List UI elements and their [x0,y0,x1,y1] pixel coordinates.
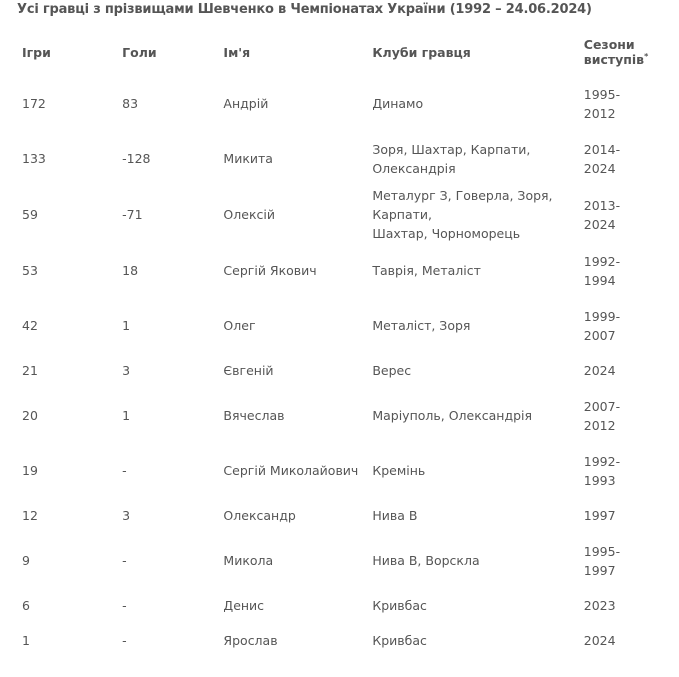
table-row [14,298,679,353]
header-seasons-line1: Сезони [583,37,635,52]
cell-clubs: Металург З, Говерла, Зоря, Карпати, Шахтар, Чорноморець [372,188,553,241]
cell-games: 59 [22,207,38,222]
cell-goals: 3 [122,363,131,378]
table-row [14,533,679,588]
table-row [14,131,679,186]
table-row [14,623,679,658]
cell-clubs: Маріуполь, Олександрія [372,408,533,423]
table-row [14,388,679,443]
cell-games: 42 [22,318,38,333]
cell-games: 1 [22,633,30,648]
cell-games: 12 [22,508,38,523]
cell-name: Сергій Якович [223,263,317,278]
cell-games: 19 [22,463,38,478]
cell-name: Євгеній [223,363,274,378]
table-title: Усі гравці з прізвищами Шевченко в Чемпіонатах України (1992 – 24.06.2024) [17,2,592,17]
header-goals[interactable]: Голи [122,44,157,60]
table-body [14,76,679,658]
cell-seasons: 2013- 2024 [583,197,621,232]
cell-seasons: 2014- 2024 [583,141,621,176]
cell-goals: 1 [122,408,131,423]
cell-clubs: Металіст, Зоря [372,318,471,333]
cell-name: Олександр [223,508,296,523]
cell-goals: - [122,598,127,613]
table-header-row [14,28,679,76]
cell-seasons: 1999- 2007 [583,308,621,343]
cell-name: Микита [223,151,273,166]
cell-games: 53 [22,263,38,278]
header-seasons-line2: виступів [583,52,645,67]
footnote-marker: * [644,51,649,61]
table-row [14,498,679,533]
cell-name: Олексій [223,207,275,222]
cell-goals: - [122,553,127,568]
cell-games: 6 [22,598,30,613]
cell-goals: 3 [122,508,131,523]
cell-goals: 18 [122,263,139,278]
cell-clubs: Кремінь [372,463,426,478]
table-row [14,588,679,623]
cell-clubs: Кривбас [372,598,427,613]
cell-seasons: 1997 [583,508,616,523]
cell-games: 9 [22,553,30,568]
cell-clubs: Верес [372,363,412,378]
cell-goals: 1 [122,318,131,333]
header-name[interactable]: Ім'я [223,44,251,60]
cell-clubs: Динамо [372,96,424,111]
header-games[interactable]: Ігри [22,44,51,60]
cell-name: Денис [223,598,265,613]
cell-seasons: 2007- 2012 [583,398,621,433]
cell-seasons: 2023 [583,598,616,613]
players-table [14,28,679,658]
cell-seasons: 2024 [583,633,616,648]
header-clubs[interactable]: Клуби гравця [372,44,471,60]
cell-games: 20 [22,408,38,423]
cell-games: 133 [22,151,46,166]
table-row [14,186,679,243]
table-row [14,76,679,131]
cell-seasons: 1992- 1994 [583,253,621,288]
cell-goals: - [122,633,127,648]
cell-name: Олег [223,318,256,333]
table-row [14,243,679,298]
cell-goals: 83 [122,96,139,111]
cell-seasons: 2024 [583,363,616,378]
cell-goals: -71 [122,207,143,222]
cell-seasons: 1995- 2012 [583,86,621,121]
cell-games: 172 [22,96,46,111]
cell-clubs: Нива В [372,508,418,523]
cell-clubs: Таврія, Металіст [372,263,481,278]
cell-goals: -128 [122,151,151,166]
cell-games: 21 [22,363,38,378]
cell-name: Сергій Миколайович [223,463,359,478]
cell-name: Ярослав [223,633,278,648]
cell-clubs: Кривбас [372,633,427,648]
cell-seasons: 1992- 1993 [583,453,621,488]
header-seasons[interactable] [576,28,679,76]
cell-name: Микола [223,553,274,568]
cell-clubs: Зоря, Шахтар, Карпати, Олександрія [372,141,531,176]
cell-seasons: 1995- 1997 [583,543,621,578]
cell-goals: - [122,463,127,478]
cell-clubs: Нива В, Ворскла [372,553,480,568]
table-row [14,443,679,498]
table-row [14,353,679,388]
cell-name: Вячеслав [223,408,285,423]
cell-name: Андрій [223,96,269,111]
